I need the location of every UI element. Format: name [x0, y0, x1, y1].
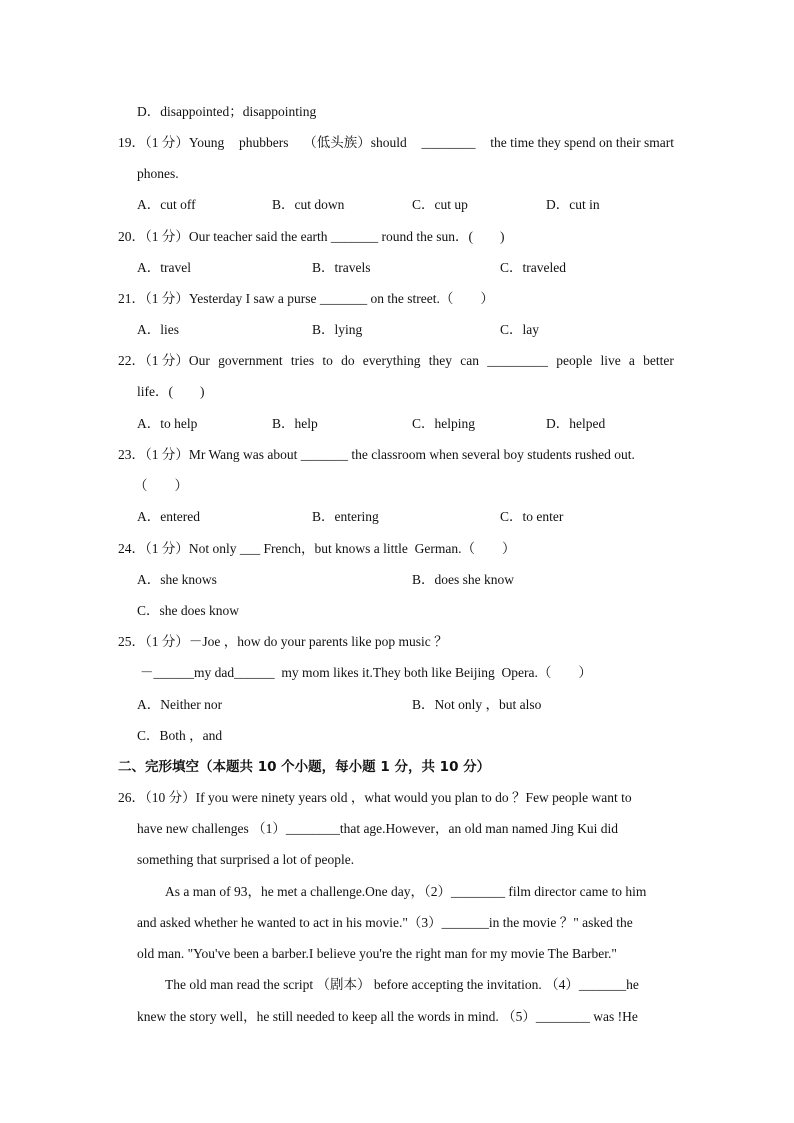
question-19 — [118, 135, 674, 151]
q20-option-b: B．travels — [312, 260, 371, 275]
q22-word: government — [218, 353, 283, 368]
q19-option-d: D．cut in — [546, 197, 600, 212]
q23-option-b: B．entering — [312, 509, 379, 524]
q25-option-a: A．Neither nor — [137, 697, 223, 712]
q19-option-a: A．cut off — [137, 197, 196, 212]
q22-word: better — [643, 353, 674, 368]
passage-line: and asked whether he wanted to act in his movie."（3）_______in the movie ？" asked the — [137, 915, 633, 930]
q22-option-b: B．help — [272, 416, 318, 431]
passage-line: The old man read the script （剧本） before accepting the invitation. （4）_______he — [165, 977, 639, 992]
passage-line: knew the story well，he still needed to keep all the words in mind. （5）________ was !He — [137, 1009, 638, 1024]
q22-word: tries — [290, 353, 315, 368]
question-23: 23．（1 分）Mr Wang was about _______ the classroom when several boy students rushed out. — [118, 447, 635, 462]
q18-option-d: D．disappointed；disappointing — [137, 104, 317, 119]
q22-word: 22．（1 分）Our — [118, 353, 210, 368]
question-20: 20．（1 分）Our teacher said the earth _______ round the sun．( ) — [118, 229, 505, 244]
q22-blank: _________ — [487, 353, 548, 368]
q23-option-a: A．entered — [137, 509, 200, 524]
passage-line: something that surprised a lot of people. — [137, 852, 355, 867]
passage-line: As a man of 93，he met a challenge.One day，（2）________ film director came to him — [165, 884, 647, 899]
question-22 — [118, 353, 674, 369]
q22-word: people — [556, 353, 593, 368]
q22-option-a: A．to help — [137, 416, 198, 431]
q22-word: do — [341, 353, 355, 368]
q21-option-b: B．lying — [312, 322, 363, 337]
q19-part: 19．（1 分）Young — [118, 135, 225, 150]
q24-option-a: A．she knows — [137, 572, 217, 587]
q20-option-c: C．traveled — [500, 260, 566, 275]
q22-word: everything — [362, 353, 421, 368]
q22-word: they — [428, 353, 453, 368]
question-24: 24．（1 分）Not only ___ French，but knows a little German.（ ） — [118, 541, 516, 556]
q24-option-c: C．she does know — [137, 603, 239, 618]
q19-part: phubbers — [239, 135, 289, 150]
q22-continuation: life．( ) — [137, 384, 205, 399]
question-25: 25．（1 分）－Joe ，how do your parents like pop music ？ — [118, 634, 448, 649]
q21-option-c: C．lay — [500, 322, 539, 337]
question-21: 21．（1 分）Yesterday I saw a purse _______ on the street.（ ） — [118, 291, 494, 306]
q21-option-a: A．lies — [137, 322, 179, 337]
q19-part: the time they spend on their smart — [490, 135, 674, 150]
q23-continuation: （ ） — [134, 478, 188, 493]
q19-part: （低头族）should — [303, 135, 407, 150]
q22-word: live — [600, 353, 621, 368]
passage-line: old man. "You've been a barber.I believe you're the right man for my movie The Barber." — [137, 946, 617, 961]
q24-option-b: B．does she know — [412, 572, 514, 587]
q20-option-a: A．travel — [137, 260, 191, 275]
q22-option-c: C．helping — [412, 416, 475, 431]
question-26: 26．（10 分）If you were ninety years old ，what would you plan to do ？Few people want to — [118, 790, 632, 805]
q25-option-b: B．Not only ，but also — [412, 697, 542, 712]
q22-word: to — [322, 353, 333, 368]
q23-option-c: C．to enter — [500, 509, 564, 524]
passage-line: have new challenges （1）________that age.However，an old man named Jing Kui did — [137, 821, 619, 836]
q19-continuation: phones. — [137, 166, 179, 181]
q19-blank: ________ — [421, 135, 476, 150]
q25-option-c: C．Both ，and — [137, 728, 223, 743]
q22-word: can — [460, 353, 479, 368]
section-heading: 二、完形填空（本题共 10 个小题，每小题 1 分，共 10 分） — [118, 759, 491, 775]
q19-option-b: B．cut down — [272, 197, 345, 212]
q22-option-d: D．helped — [546, 416, 606, 431]
q19-option-c: C．cut up — [412, 197, 468, 212]
q25-continuation: －______my dad______ my mom likes it.They both like Beijing Opera.（ ） — [140, 665, 592, 680]
q22-word: a — [628, 353, 635, 368]
